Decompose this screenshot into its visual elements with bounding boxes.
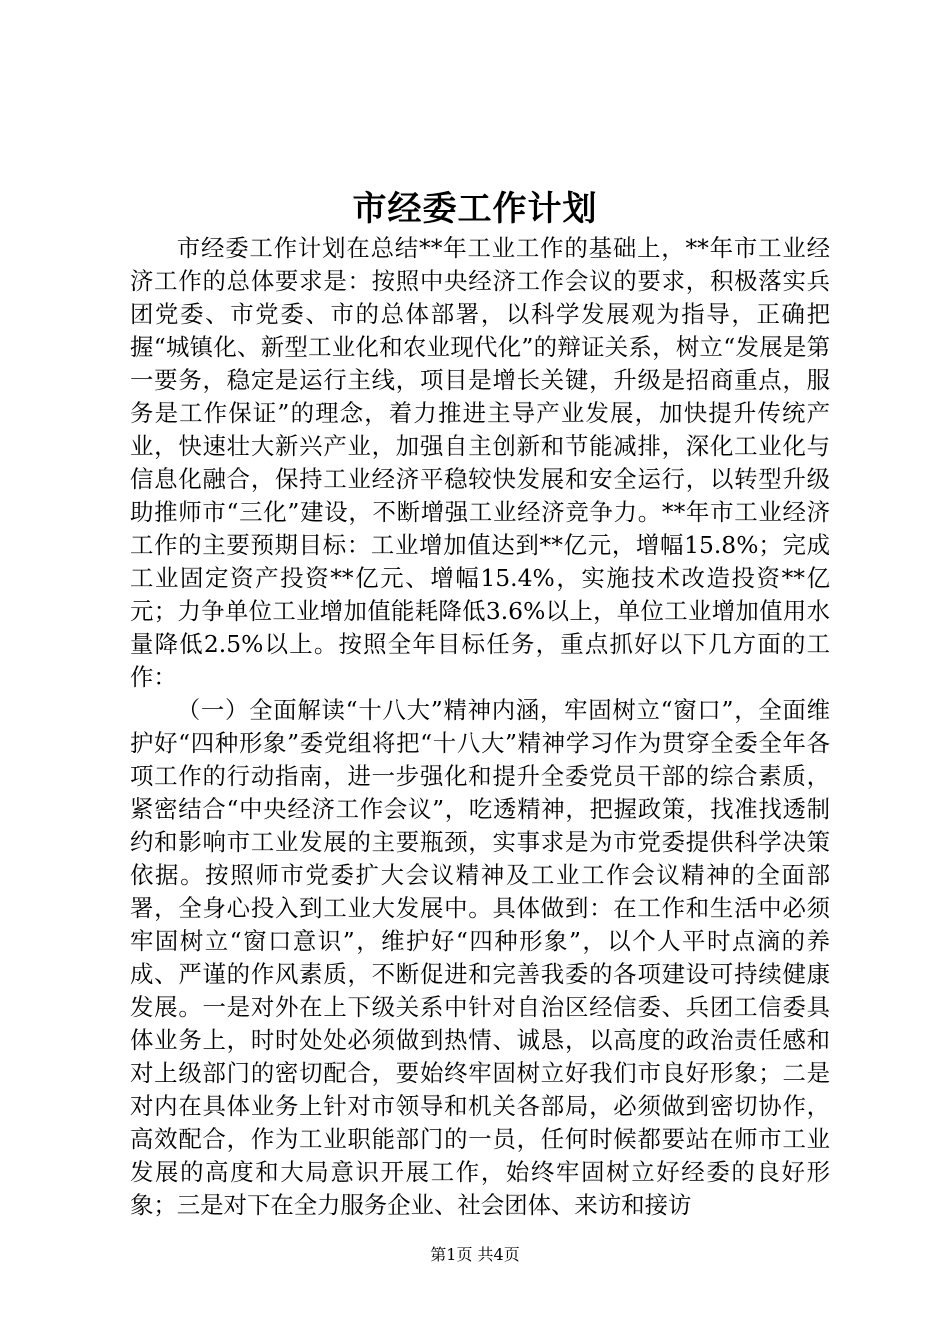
document-title: 市经委工作计划 bbox=[352, 189, 598, 229]
page-number-footer: 第1页 共4页 bbox=[430, 1245, 520, 1264]
paragraph-section-1: （一）全面解读“十八大”精神内涵，牢固树立“窗口”，全面维护好“四种形象”委党组将把“十八大”精神学习作为贯穿全委全年各项工作的行动指南，进一步强化和提升全委党员干部的综合素质，紧密结合“中央经济工作会议”，吃透精神，把握政策，找准找透制约和影响市工业发展的主要瓶颈，实事求是为市党委提供科学决策依据。按照师市党委扩大会议精神及工业工作会议精神的全面部署，全身心投入到工业大发展中。具体做到：在工作和生活中必须牢固树立“窗口意识”，维护好“四种形象”，以个人平时点滴的养成、严谨的作风素质，不断促进和完善我委的各项建设可持续健康发展。一是对外在上下级关系中针对自治区经信委、兵团工信委具体业务上，时时处处必须做到热情、诚恳，以高度的政治责任感和对上级部门的密切配合，要始终牢固树立好我们市良好形象；二是对内在具体业务上针对市领导和机关各部局，必须做到密切协作，高效配合，作为工业职能部门的一员，任何时候都要站在师市工业发展的高度和大局意识开展工作，始终牢固树立好经委的良好形象；三是对下在全力服务企业、社会团体、来访和接访 bbox=[130, 696, 830, 1219]
paragraph-intro: 市经委工作计划在总结**年工业工作的基础上，**年市工业经济工作的总体要求是：按照中央经济工作会议的要求，积极落实兵团党委、市党委、市的总体部署，以科学发展观为指导，正确把握“城镇化、新型工业化和农业现代化”的辩证关系，树立“发展是第一要务，稳定是运行主线，项目是增长关键，升级是招商重点，服务是工作保证”的理念，着力推进主导产业发展，加快提升传统产业，快速壮大新兴产业，加强自主创新和节能减排，深化工业化与信息化融合，保持工业经济平稳较快发展和安全运行，以转型升级助推师市“三化”建设，不断增强工业经济竞争力。**年市工业经济工作的主要预期目标：工业增加值达到**亿元，增幅15.8%；完成工业固定资产投资**亿元、增幅15.4%，实施技术改造投资**亿元；力争单位工业增加值能耗降低3.6%以上，单位工业增加值用水量降低2.5%以上。按照全年目标任务，重点抓好以下几方面的工作： bbox=[130, 234, 830, 691]
document-body bbox=[130, 232, 830, 1222]
